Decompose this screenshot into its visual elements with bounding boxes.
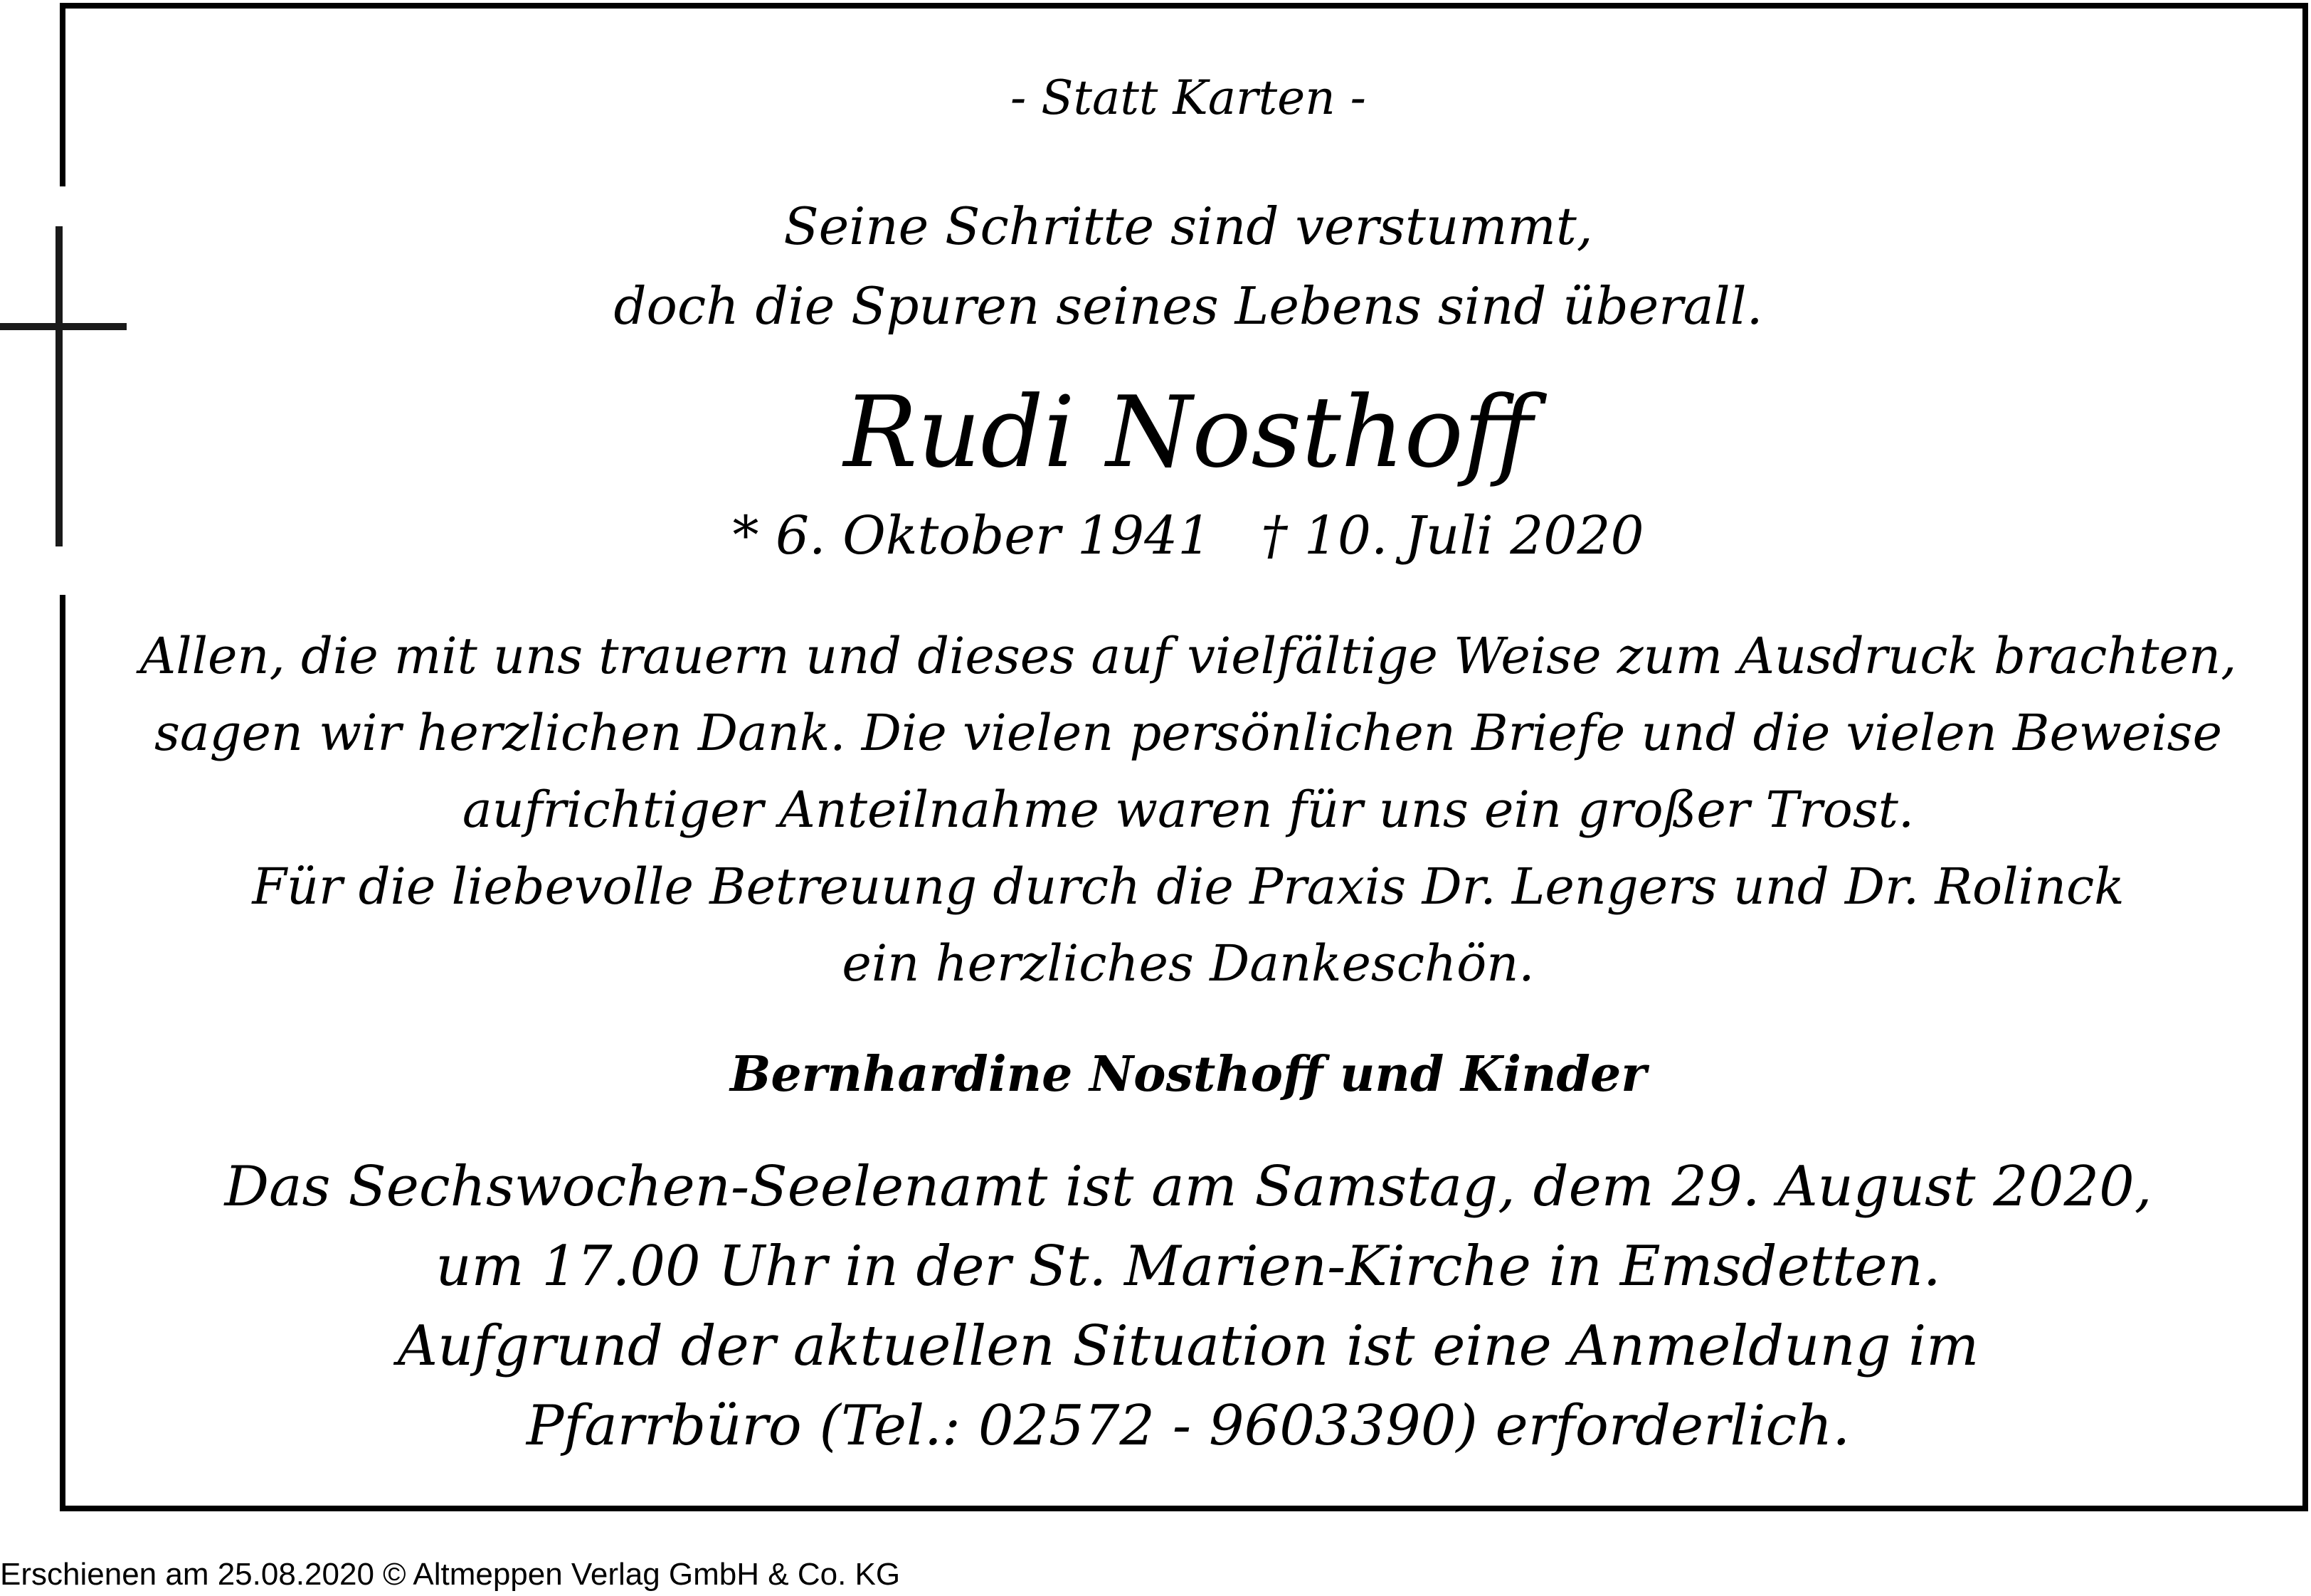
thanks-line: ein herzliches Dankeschön. (842, 934, 1535, 993)
thanks-line: Allen, die mit uns trauern und dieses auf vielfältige Weise zum Ausdruck brachten, (139, 627, 2237, 685)
death-date: 10. Juli 2020 (1303, 505, 1644, 566)
verse-line: Seine Schritte sind verstummt, (783, 196, 1593, 256)
mass-line: Pfarrbüro (Tel.: 02572 - 9603390) erforderlich. (526, 1394, 1851, 1458)
deceased-name: Rudi Nosthoff (843, 375, 1533, 490)
thanks-paragraph (85, 618, 2291, 1002)
life-dates (85, 504, 2291, 568)
thanks-line: aufrichtiger Anteilnahme waren für uns ein großer Trost. (462, 781, 1915, 839)
birth-date: * 6. Oktober 1941 (732, 505, 1212, 566)
mass-announcement (85, 1147, 2291, 1466)
frame-left-border-bottom (60, 595, 65, 1511)
death-symbol: † (1261, 505, 1288, 566)
memorial-verse (85, 186, 2291, 346)
verse-line: doch die Spuren seines Lebens sind überall. (613, 276, 1763, 336)
publication-footer: Erschienen am 25.08.2020 © Altmeppen Verlag GmbH & Co. KG (0, 1557, 901, 1592)
family-signature: Bernhardine Nosthoff und Kinder (729, 1046, 1647, 1103)
mass-line: um 17.00 Uhr in der St. Marien-Kirche in Emsdetten. (435, 1235, 1941, 1299)
thanks-line: Für die liebevolle Betreuung durch die Praxis Dr. Lengers und Dr. Rolinck (252, 857, 2125, 916)
mass-line: Das Sechswochen-Seelenamt ist am Samstag, dem 29. August 2020, (224, 1155, 2152, 1219)
statt-karten-header: - Statt Karten - (1010, 70, 1366, 125)
frame-left-border-top (60, 3, 65, 186)
thanks-line: sagen wir herzlichen Dank. Die vielen persönlichen Briefe und die vielen Beweise (154, 704, 2222, 762)
mass-line: Aufgrund der aktuellen Situation ist eine Anmeldung im (397, 1314, 1979, 1378)
